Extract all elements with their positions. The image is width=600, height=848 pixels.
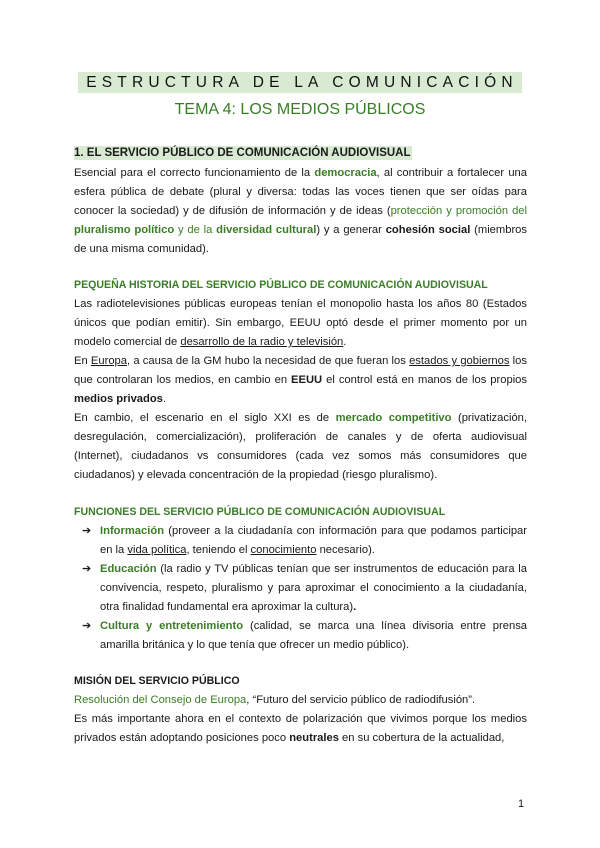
text-run: los que controlaran los medios, en cambio en: [74, 355, 527, 386]
section1-heading-wrap: [74, 145, 527, 162]
document-title-wrap: [0, 72, 600, 93]
mision-paragraph-2: [74, 710, 527, 748]
text-run: .: [162, 393, 167, 405]
mision-heading: MISIÓN DEL SERVICIO PÚBLICO: [74, 675, 240, 687]
term-educacion: Educación: [100, 563, 157, 575]
text-run: Esencial para el correcto funcionamiento de la: [74, 167, 315, 179]
term-conocimiento: conocimiento: [250, 544, 317, 556]
text-run: Es más importante ahora en el contexto de polarización que vivimos porque los medios privados están adoptando posiciones poco: [74, 713, 527, 744]
text-run: (calidad, se marca una línea divisoria entre prensa amarilla británica y lo que tenía que ofrecer un medio público).: [100, 620, 528, 651]
text-run: .: [343, 336, 347, 348]
arrow-icon: ➔: [82, 620, 92, 632]
list-item: [74, 617, 527, 655]
section1-paragraph: [74, 164, 527, 259]
funciones-heading: FUNCIONES DEL SERVICIO PÚBLICO DE COMUNICACIÓN AUDIOVISUAL: [74, 506, 446, 518]
historia-paragraph-1: [74, 295, 527, 352]
text-run: en su cobertura de la actualidad,: [338, 732, 505, 744]
text-run: necesario).: [316, 544, 375, 556]
term-diversidad: diversidad cultural: [216, 224, 317, 236]
term-informacion: Información: [100, 525, 165, 537]
term-eeuu: EEUU: [291, 374, 323, 386]
term-europa: Europa: [90, 355, 127, 367]
historia-paragraph-3: [74, 409, 527, 485]
term-democracia: democracia: [314, 167, 377, 179]
document-body: [74, 145, 527, 748]
historia-paragraph-2: [74, 352, 527, 409]
arrow-icon: ➔: [82, 525, 92, 537]
text-run: , a causa de la GM hubo la necesidad de que fueran los: [127, 355, 410, 367]
text-run: y de la: [174, 224, 217, 236]
historia-heading: PEQUEÑA HISTORIA DEL SERVICIO PÚBLICO DE COMUNICACIÓN AUDIOVISUAL: [74, 279, 488, 291]
term-mercado: mercado competitivo: [335, 412, 452, 424]
text-run: ) y a generar: [316, 224, 386, 236]
term-pluralismo: pluralismo político: [74, 224, 175, 236]
text-run: En: [74, 355, 91, 367]
page-number: 1: [518, 798, 525, 810]
term-estados: estados y gobiernos: [409, 355, 510, 367]
section1-heading: 1. EL SERVICIO PÚBLICO DE COMUNICACIÓN AUDIOVISUAL: [74, 147, 411, 159]
text-run: .: [353, 601, 357, 613]
text-run: el control está en manos de los propios: [322, 374, 527, 386]
text-run: (miembros de una misma comunidad).: [74, 224, 527, 255]
text-run: (proveer a la ciudadanía con información para que podamos participar en la: [100, 525, 527, 556]
term-desarrollo: desarrollo de la radio y televisión: [180, 336, 344, 348]
term-proteccion: protección y promoción del: [390, 205, 527, 217]
arrow-icon: ➔: [82, 563, 92, 575]
mision-paragraph-1: [74, 691, 527, 710]
list-item: [74, 560, 527, 617]
document-title: ESTRUCTURA DE LA COMUNICACIÓN: [78, 72, 522, 93]
term-resolucion: Resolución del Consejo de Europa: [74, 694, 247, 706]
list-item: [74, 522, 527, 560]
term-cohesion: cohesión social: [385, 224, 471, 236]
term-vida-politica: vida política: [127, 544, 187, 556]
text-run: Las radiotelevisiones públicas europeas tenían el monopolio hasta los años 80 (Estados únicos que podían emitir). Sin embargo, EEUU optó desde el primer momento por un modelo comercial de: [74, 298, 527, 348]
funciones-list: [74, 522, 527, 655]
text-run: , al contribuir a fortalecer una esfera pública de debate (plural y diversa: todas las voces tienen que ser oídas para conocer la sociedad) y de difusión de información y de ideas (: [74, 167, 527, 217]
text-run: En cambio, el escenario en el siglo XXI es de: [74, 412, 336, 424]
term-neutrales: neutrales: [289, 732, 339, 744]
text-run: , teniendo el: [186, 544, 251, 556]
document-subtitle: TEMA 4: LOS MEDIOS PÚBLICOS: [174, 101, 426, 118]
text-run: (la radio y TV públicas tenían que ser instrumentos de educación para la convivencia, respeto, pluralismo y para aproximar el conocimiento a la ciudadanía, otra finalidad fundamental era aproximar la cultura): [100, 563, 527, 613]
term-medios-privados: medios privados: [74, 393, 163, 405]
text-run: (privatización, desregulación, comercialización), proliferación de canales y de oferta audiovisual (Internet), ciudadanos vs consumidores (cada vez somos más consumidores que ciudadanos) y elevada concentración de la propiedad (riesgo pluralismo).: [74, 412, 528, 481]
term-cultura: Cultura y entretenimiento: [100, 620, 244, 632]
text-run: , “Futuro del servicio público de radiodifusión”.: [246, 694, 476, 706]
